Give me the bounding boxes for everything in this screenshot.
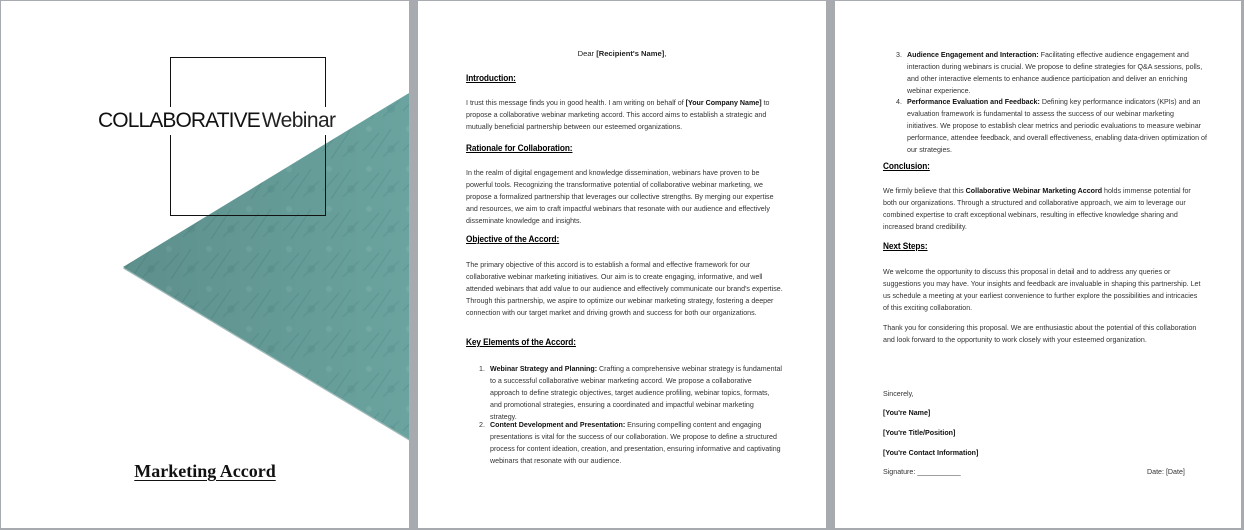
introduction-text: I trust this message finds you in good health. I am writing on behalf of [Your Company Name] to propose a collaborative webinar marketing accord. This accord aims to establish a strategic and mutually beneficial partnership between our esteemed organizations. [466, 99, 770, 131]
key-element-item-4: 4. Performance Evaluation and Feedback: Defining key performance indicators (KPIs) and an evaluation framework is fundamental to assess the success of our webinar marketing initiatives. We propose to establish clear metrics and periodic evaluations to measure webinar performance, attendee feedback, and overall effectiveness, enabling data-driven optimization of our strategies. [896, 98, 1207, 154]
cover-title [97, 107, 337, 135]
heading-introduction: Introduction: [466, 73, 516, 83]
cover-page [1, 1, 409, 528]
title-frame [170, 57, 326, 216]
sender-name-placeholder: [You're Name] [883, 409, 931, 417]
heading-conclusion: Conclusion: [883, 161, 930, 171]
heading-next-steps: Next Steps: [883, 241, 928, 251]
cover-subtitle: Marketing Accord [134, 461, 276, 481]
date-field: Date: [Date] [1147, 468, 1185, 476]
sender-title-placeholder: [You're Title/Position] [883, 429, 956, 437]
heading-key-elements: Key Elements of the Accord: [466, 337, 576, 347]
recipient-placeholder: [Recipient's Name] [596, 49, 665, 58]
sender-contact-placeholder: [You're Contact Information] [883, 449, 979, 457]
key-element-item-3: 3. Audience Engagement and Interaction: Facilitating effective audience engagement and interaction during webinars is crucial. We propose to define strategies for Q&A sessions, polls, and other interactive elements to enhance audience participation and deliver an enriching webinar experience. [896, 51, 1203, 95]
cover-title-bold: COLLABORATIVE [98, 109, 260, 132]
key-element-item-1: 1. Webinar Strategy and Planning: Crafting a comprehensive webinar strategy is fundamental to a successful collaborative webinar marketing accord. We propose a collaborative approach to define strategic objectives, target audience profiling, webinar topics, formats, and promotional strategies, ensuring a coordinated and impactful webinar marketing strategy. [479, 365, 783, 421]
company-placeholder: [Your Company Name] [685, 99, 762, 107]
letter-page-2 [835, 1, 1241, 528]
conclusion-text: We firmly believe that this Collaborative Webinar Marketing Accord holds immense potential for both our organizations. Through a structured and collaborative approach, we aim to leverage our combined expertise to craft exceptional webinars, resulting in effective knowledge sharing and increased brand credibility. [883, 187, 1191, 231]
objective-text: The primary objective of this accord is to establish a formal and effective framework for our collaborative webinar marketing initiatives. Our aim is to create engaging, informative, and well attended webinars that add value to our audience and effectively communicate our brand's expertise. Through this partnership, we aspire to optimize our webinar marketing strategy, fostering a deeper connection with our target market and driving growth and success for both our organizations. [466, 261, 783, 317]
thank-you-text: Thank you for considering this proposal. We are enthusiastic about the potential of this collaboration and look forward to the opportunity to work closely with your esteemed organization. [883, 324, 1197, 344]
rationale-text: In the realm of digital engagement and knowledge dissemination, webinars have proven to be powerful tools. Recognizing the transformative potential of collaborative webinar marketing, we propose a formalized partnership that leverages our collective strengths. By merging our expertise and resources, we aim to craft impactful webinars that resonate with our audience and effectively disseminate knowledge and insights. [466, 169, 774, 225]
letter-page-1 [418, 1, 826, 528]
signature-blank: ___________ [917, 468, 961, 476]
date-placeholder: [Date] [1165, 468, 1185, 476]
heading-objective: Objective of the Accord: [466, 234, 560, 244]
signature-field: Signature: ___________ [883, 468, 961, 476]
salutation: Dear [Recipient's Name], [577, 49, 667, 58]
next-steps-text: We welcome the opportunity to discuss this proposal in detail and to address any queries or suggestions you may have. Your insights and feedback are invaluable in shaping this partnership. Let us schedule a meeting at your earliest convenience to further explore the possibilities and intricacies of this exciting collaboration. [883, 268, 1201, 312]
valediction: Sincerely, [883, 390, 914, 398]
cover-title-light: Webinar [261, 109, 336, 132]
key-element-item-2: 2. Content Development and Presentation: Ensuring compelling content and engaging presentations is vital for the success of our collaboration. We propose to define a structured process for content ideation, creation, and presentation, ensuring informative and captivating webinars that resonate with our audience. [479, 421, 781, 465]
heading-rationale: Rationale for Collaboration: [466, 143, 573, 153]
